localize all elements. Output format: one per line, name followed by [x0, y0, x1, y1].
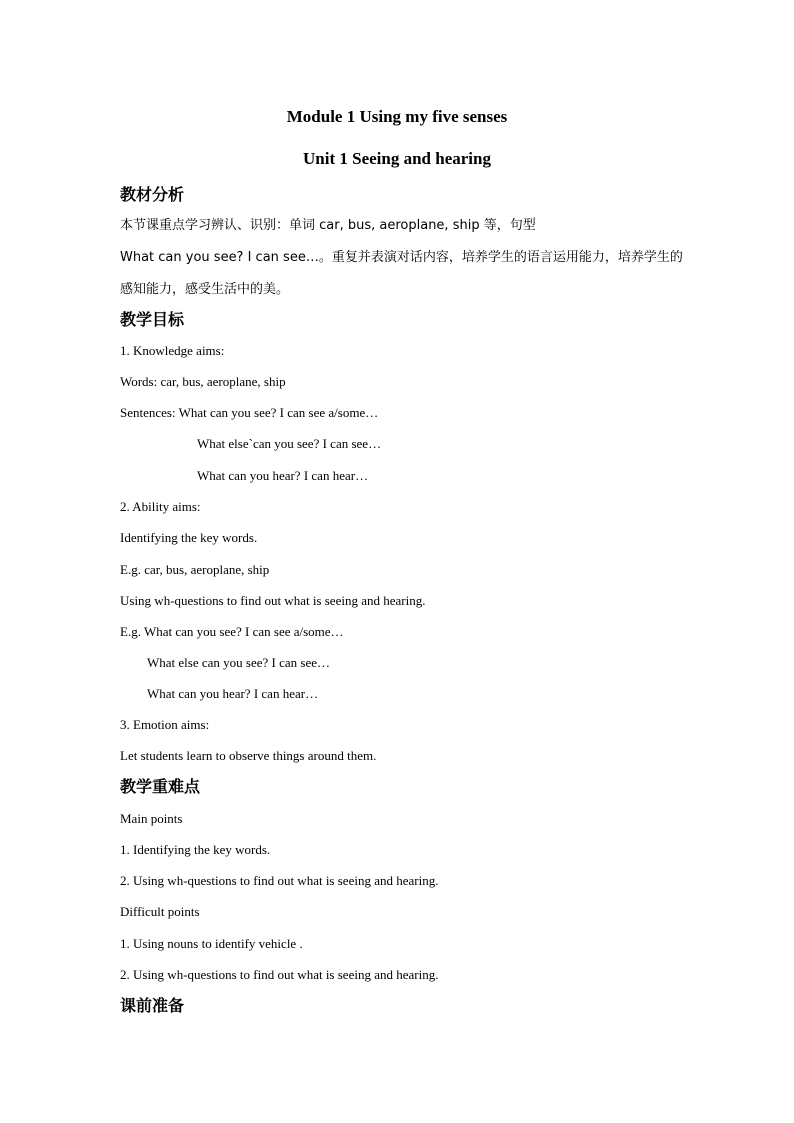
objectives-line: Sentences: What can you see? I can see a/some… [120, 405, 379, 420]
objectives-line: Let students learn to observe things around them. [120, 748, 377, 763]
objectives-line: 1. Knowledge aims: [120, 343, 225, 358]
key-points-line: 1. Identifying the key words. [120, 842, 271, 857]
key-points-line: Difficult points [120, 904, 200, 919]
objectives-line: What can you hear? I can hear… [197, 468, 369, 483]
section-heading-analysis: 教材分析 [120, 185, 185, 204]
objectives-line: What can you hear? I can hear… [147, 686, 319, 701]
key-points-line: 2. Using wh-questions to find out what is seeing and hearing. [120, 967, 439, 982]
objectives-line: Identifying the key words. [120, 530, 258, 545]
objectives-line: Using wh-questions to find out what is seeing and hearing. [120, 593, 426, 608]
document-title: Module 1 Using my five senses [286, 107, 508, 126]
key-points-line: Main points [120, 811, 183, 826]
objectives-line: 2. Ability aims: [120, 499, 201, 514]
objectives-line: What else`can you see? I can see… [197, 436, 382, 451]
objectives-line: What else can you see? I can see… [147, 655, 330, 670]
analysis-line-2: What can you see? I can see…。重复并表演对话内容，培养学生的语言运用能力，培养学生的 [120, 250, 683, 265]
key-points-line: 1. Using nouns to identify vehicle . [120, 936, 303, 951]
objectives-line: E.g. What can you see? I can see a/some… [120, 624, 344, 639]
objectives-line: E.g. car, bus, aeroplane, ship [120, 562, 270, 577]
analysis-line-1: 本节课重点学习辨认、识别：单词 car, bus, aeroplane, ship 等，句型 [120, 218, 536, 233]
section-heading-objectives: 教学目标 [120, 310, 185, 329]
section-heading-preparation: 课前准备 [120, 996, 185, 1015]
objectives-line: Words: car, bus, aeroplane, ship [120, 374, 286, 389]
objectives-line: 3. Emotion aims: [120, 717, 210, 732]
analysis-line-3: 感知能力，感受生活中的美。 [120, 282, 290, 297]
key-points-line: 2. Using wh-questions to find out what is seeing and hearing. [120, 873, 439, 888]
section-heading-key-points: 教学重难点 [120, 777, 201, 796]
document-subtitle: Unit 1 Seeing and hearing [303, 149, 491, 168]
